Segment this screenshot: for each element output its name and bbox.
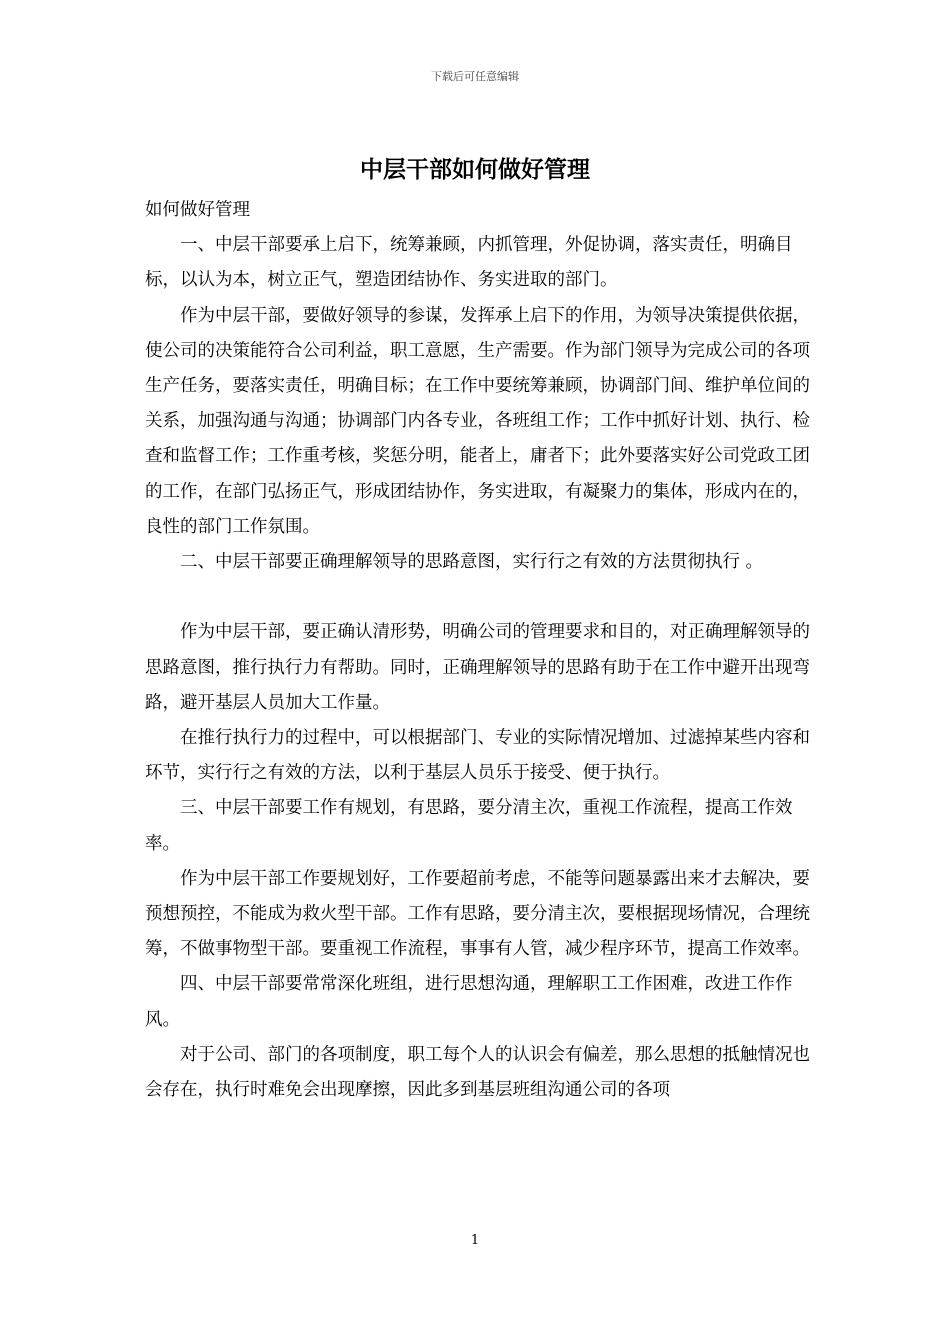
paragraph-4: 作为中层干部，要正确认清形势，明确公司的管理要求和目的，对正确理解领导的思路意图，推行执行力有帮助。同时，正确理解领导的思路有助于在工作中避开出现弯路，避开基层人员加大工作量。 xyxy=(145,622,810,713)
document-title: 中层干部如何做好管理 xyxy=(360,156,590,183)
section-subtitle: 如何做好管理 xyxy=(145,200,250,220)
paragraph-6: 三、中层干部要工作有规划，有思路，要分清主次，重视工作流程，提高工作效率。 xyxy=(145,798,793,854)
header-note: 下载后可任意编辑 xyxy=(431,70,519,83)
page-number: 1 xyxy=(470,1233,480,1248)
paragraph-7: 作为中层干部工作要规划好，工作要超前考虑，不能等问题暴露出来才去解决，要预想预控，不能成为救火型干部。工作有思路，要分清主次，要根据现场情况，合理统筹，不做事物型干部。要重视工作流程，事事有人管，减少程序环节，提高工作效率。 xyxy=(145,868,810,960)
paragraph-8: 四、中层干部要常常深化班组，进行思想沟通，理解职工工作困难，改进工作作风。 xyxy=(145,974,793,1030)
paragraph-3: 二、中层干部要正确理解领导的思路意图，实行行之有效的方法贯彻执行 。 xyxy=(180,552,764,573)
blank-line xyxy=(145,580,810,615)
paragraph-5: 在推行执行力的过程中，可以根据部门、专业的实际情况增加、过滤掉某些内容和环节，实行行之有效的方法，以利于基层人员乐于接受、便于执行。 xyxy=(145,728,810,784)
paragraph-9: 对于公司、部门的各项制度，职工每个人的认识会有偏差，那么思想的抵触情况也会存在，执行时难免会出现摩擦，因此多到基层班组沟通公司的各项 xyxy=(145,1044,810,1101)
document-body xyxy=(145,193,810,1108)
paragraph-2: 作为中层干部，要做好领导的参谋，发挥承上启下的作用，为领导决策提供依据，使公司的决策能符合公司利益，职工意愿，生产需要。作为部门领导为完成公司的各项生产任务，要落实责任，明确目标；在工作中要统筹兼顾，协调部门间、维护单位间的关系，加强沟通与沟通；协调部门内各专业，各班组工作；工作中抓好计划、执行、检查和监督工作；工作重考核，奖惩分明，能者上，庸者下；此外要落实好公司党政工团的工作，在部门弘扬正气，形成团结协作，务实进取，有凝聚力的集体，形成内在的，良性的部门工作氛围。 xyxy=(145,305,810,537)
paragraph-1: 一、中层干部要承上启下，统筹兼顾，内抓管理，外促协调，落实责任，明确目标，以认为本，树立正气，塑造团结协作、务实进取的部门。 xyxy=(145,235,793,291)
